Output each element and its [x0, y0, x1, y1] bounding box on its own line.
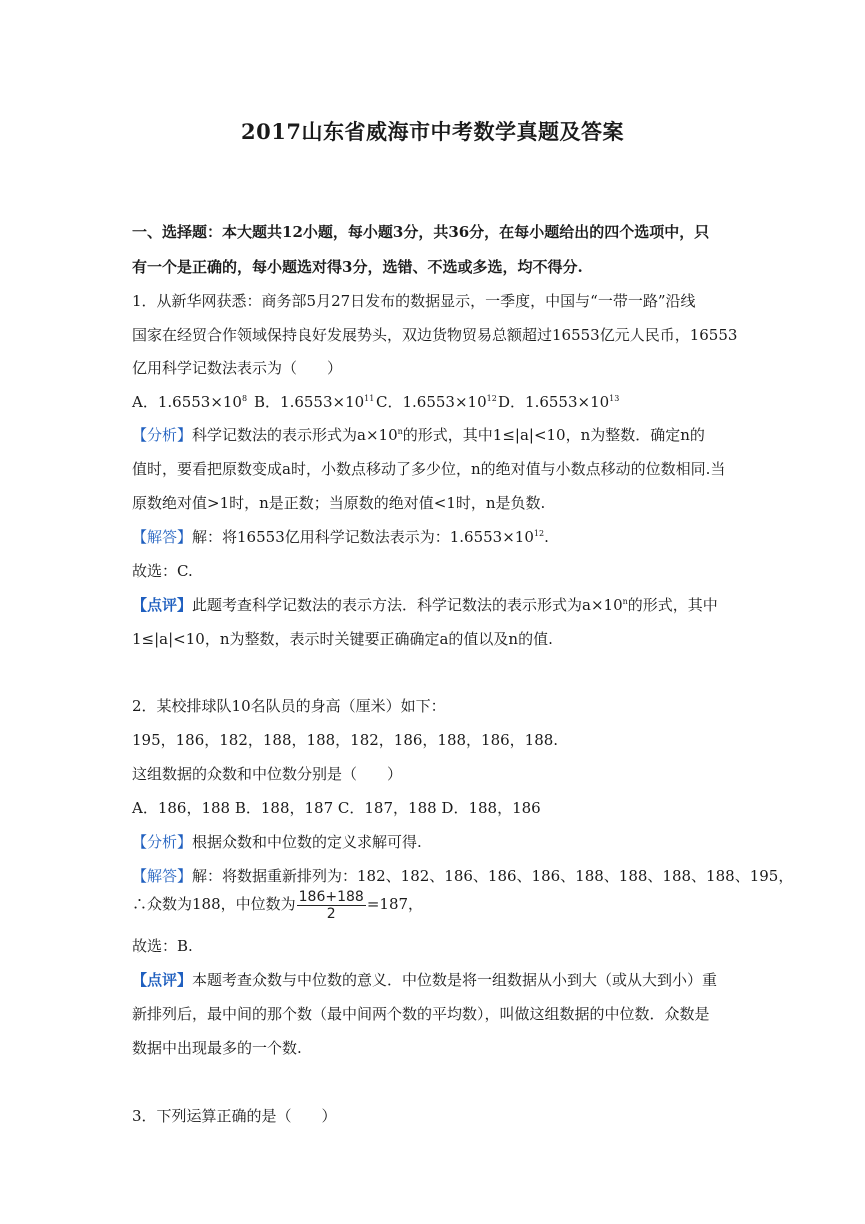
q2-calc-text-a: ∴众数为188，中位数为 [132, 895, 296, 913]
q1-answer-text-a: 解：将16553亿用科学记数法表示为：1.6553×10 [192, 528, 534, 546]
section-heading-line-2: 有一个是正确的，每小题选对得3分，选错、不选或多选，均不得分. [132, 258, 583, 276]
fraction-denominator: 2 [326, 905, 336, 922]
section-heading-line-1: 一、选择题：本大题共12小题，每小题3分，共36分，在每小题给出的四个选项中，只 [132, 223, 710, 241]
q2-analysis-tag: 【分析】 [132, 833, 193, 851]
q2-answer-text: 解：将数据重新排列为：182、182、186、186、186、188、188、188、188、195， [192, 867, 794, 885]
q2-options: A．186，188 B．188，187 C．187，188 D．188，186 [132, 799, 541, 817]
q1-analysis-line-3: 原数绝对值>1时，n是正数；当原数的绝对值<1时，n是负数. [132, 494, 546, 512]
median-fraction [297, 889, 366, 922]
q1-option-a-exponent: 8 [241, 394, 248, 403]
q1-choice: 故选：C. [132, 562, 193, 580]
q1-option-a-text: A．1.6553×10 [132, 393, 242, 411]
q1-answer-exponent: 12 [533, 529, 545, 538]
q1-comment-text-a: 此题考查科学记数法的表示方法．科学记数法的表示形式为a×10 [192, 596, 623, 614]
q1-stem-line-3: 亿用科学记数法表示为（ ） [132, 359, 343, 377]
q1-option-b [254, 391, 374, 413]
q1-option-d [498, 391, 619, 413]
q2-comment-line-2: 新排列后，最中间的那个数（最中间两个数的平均数），叫做这组数据的中位数．众数是 [132, 1005, 710, 1023]
q1-stem-line-1: 1．从新华网获悉：商务部5月27日发布的数据显示，一季度，中国与“一带一路”沿线 [132, 292, 696, 310]
q1-comment-text-b: 的形式，其中 [627, 596, 718, 614]
q1-comment-exponent: n [622, 597, 628, 606]
q2-answer-tag: 【解答】 [132, 867, 193, 885]
q1-option-b-text: B．1.6553×10 [254, 393, 365, 411]
fraction-numerator: 186+188 [298, 888, 364, 905]
q2-stem-line-2: 195，186，182，188，188，182，186，188，186，188. [132, 731, 559, 749]
q2-choice: 故选：B. [132, 937, 193, 955]
page-title: 2017山东省威海市中考数学真题及答案 [241, 119, 624, 144]
q2-answer-line [132, 865, 793, 887]
q2-comment-line-3: 数据中出现最多的一个数. [132, 1039, 302, 1057]
q1-analysis-exponent: n [397, 427, 403, 436]
q2-comment-tag: 【点评】 [132, 971, 193, 989]
q1-option-b-exponent: 11 [364, 394, 375, 403]
q1-comment-line-2: 1≤|a|<10，n为整数，表示时关键要正确确定a的值以及n的值. [132, 630, 553, 648]
q1-option-c-exponent: 12 [486, 394, 497, 403]
q1-option-c [376, 391, 497, 413]
q2-analysis-line [132, 831, 422, 853]
q1-analysis-line-2: 值时，要看把原数变成a时，小数点移动了多少位，n的绝对值与小数点移动的位数相同.当 [132, 460, 726, 478]
q2-comment-line-1 [132, 969, 717, 991]
q1-comment-line-1 [132, 594, 718, 616]
q1-option-a [132, 391, 247, 413]
q2-comment-text: 本题考查众数与中位数的意义．中位数是将一组数据从小到大（或从大到小）重 [192, 971, 718, 989]
q2-analysis-text: 根据众数和中位数的定义求解可得. [192, 833, 422, 851]
q2-stem-line-1: 2．某校排球队10名队员的身高（厘米）如下： [132, 697, 446, 715]
q1-analysis-text-b: 的形式，其中1≤|a|<10，n为整数．确定n的 [402, 426, 705, 444]
q2-calc-text-b: =187， [366, 895, 424, 913]
q1-answer-line [132, 526, 549, 548]
q1-analysis-line-1 [132, 424, 705, 446]
q1-analysis-text-a: 科学记数法的表示形式为a×10 [192, 426, 398, 444]
q1-answer-tag: 【解答】 [132, 528, 193, 546]
q1-comment-tag: 【点评】 [132, 596, 193, 614]
q2-stem-line-3: 这组数据的众数和中位数分别是（ ） [132, 765, 403, 783]
q1-option-d-text: D．1.6553×10 [498, 393, 610, 411]
q1-analysis-tag: 【分析】 [132, 426, 193, 444]
q1-answer-text-b: . [544, 528, 549, 546]
q3-stem: 3．下列运算正确的是（ ） [132, 1107, 337, 1125]
q2-calculation-line [132, 887, 423, 922]
q1-option-d-exponent: 13 [609, 394, 620, 403]
q1-stem-line-2: 国家在经贸合作领域保持良好发展势头，双边货物贸易总额超过16553亿元人民币，16553 [132, 326, 738, 344]
q1-option-c-text: C．1.6553×10 [376, 393, 487, 411]
